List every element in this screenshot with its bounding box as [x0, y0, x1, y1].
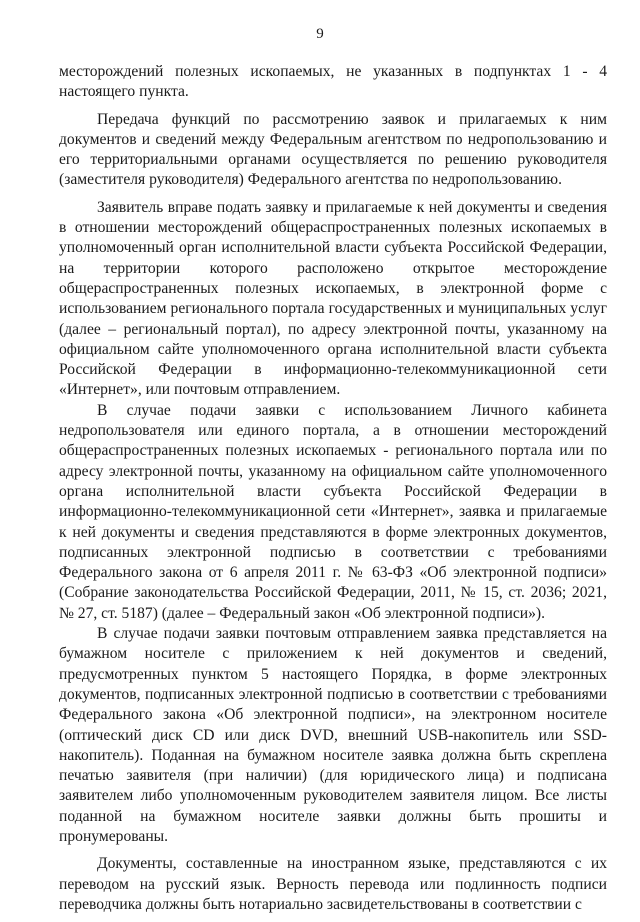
paragraph-postal-submission: В случае подачи заявки почтовым отправлением заявка представляется на бумажном носителе с приложением к ней документов и сведений, предусмотренных пунктом 5 настоящего Порядка, в форме электронных документов, подписанных электронной подписью в соответствии с требованиями Федерального закона «Об электронной подписи», на электронном носителе (оптический диск CD или диск DVD, внешний USB-накопитель или SSD-накопитель). Поданная на бумажном носителе заявка должна быть скреплена печатью заявителя (при наличии) (для юридического лица) и подписана заявителем либо уполномоченным руководителем заявителя лицом. Все листы поданной на бумажном носителе заявки должны быть прошиты и пронумерованы. — [59, 625, 607, 845]
document-body — [59, 62, 607, 922]
paragraph-continuation: месторождений полезных ископаемых, не указанных в подпунктах 1 - 4 настоящего пункта. — [59, 63, 607, 101]
page-number: 9 — [316, 26, 324, 42]
paragraph-electronic-submission: В случае подачи заявки с использованием Личного кабинета недропользователя или единого портала, а в отношении месторождений общераспространенных полезных ископаемых - регионального портала или по адресу электронной почты, указанному на официальном сайте уполномоченного органа исполнительной власти субъекта Российской Федерации в информационно-телекоммуникационной сети «Интернет», заявка и прилагаемые к ней документы и сведения представляются в форме электронных документов, подписанных электронной подписью в соответствии с требованиями Федерального закона от 6 апреля 2011 г. № 63-ФЗ «Об электронной подписи» (Собрание законодательства Российской Федерации, 2011, № 15, ст. 2036; 2021, № 27, ст. 5187) (далее – Федеральный закон «Об электронной подписи»). — [59, 401, 607, 622]
paragraph-function-transfer: Передача функций по рассмотрению заявок и прилагаемых к ним документов и сведений между Федеральным агентством по недропользованию и его территориальными органами осуществляется по решению руководителя (заместителя руководителя) Федерального агентства по недропользованию. — [59, 110, 607, 189]
paragraph-applicant-right: Заявитель вправе подать заявку и прилагаемые к ней документы и сведения в отношении месторождений общераспространенных полезных ископаемых в уполномоченный орган исполнительной власти субъекта Российской Федерации, на территории которого расположено открытое месторождение общераспространенных полезных ископаемых, в электронной форме с использованием регионального портала государственных и муниципальных услуг (далее – региональный портал), по адресу электронной почты, указанному на официальном сайте уполномоченного органа исполнительной власти субъекта Российской Федерации в информационно-телекоммуникационной сети «Интернет», или почтовым отправлением. — [59, 198, 607, 399]
paragraph-foreign-documents: Документы, составленные на иностранном языке, представляются с их переводом на русский язык. Верность перевода или подлинность подписи переводчика должны быть нотариально засвидетельствованы в соответствии с — [59, 855, 607, 913]
